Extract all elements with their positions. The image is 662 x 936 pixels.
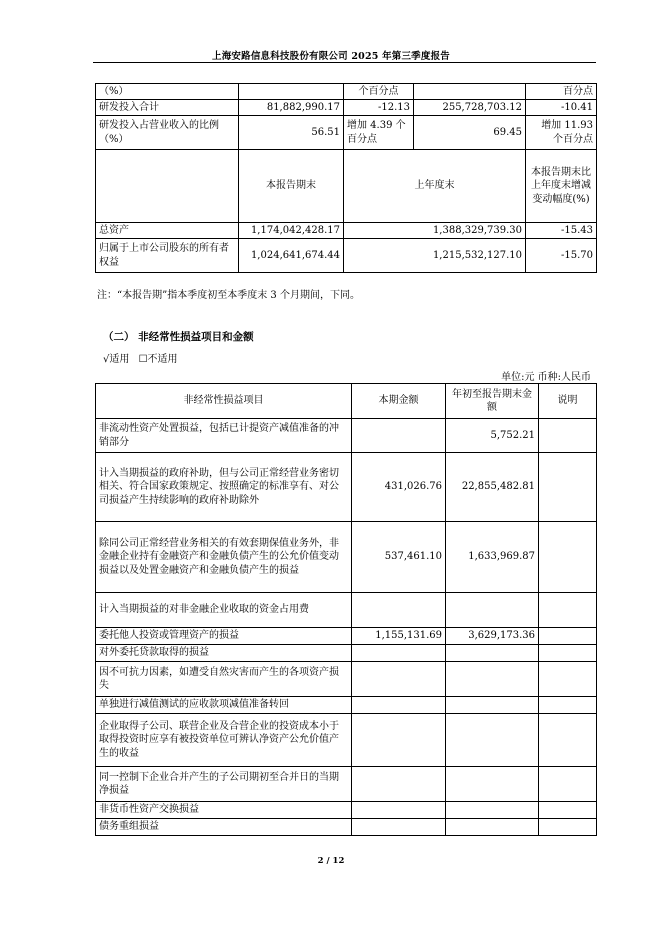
cell-period-end: 1,024,641,674.44 [239, 239, 344, 273]
currency-unit-label: 单位:元 币种:人民币 [501, 372, 591, 383]
item-label: 同一控制下企业合并产生的子公司期初至合并日的当期净损益 [96, 767, 352, 802]
cell-change: -15.43 [526, 223, 597, 239]
cell-current-change: -12.13 [344, 100, 414, 116]
row-label: 研发投入合计 [96, 100, 239, 116]
column-header-item: 非经常性损益项目 [96, 384, 352, 419]
item-label: 对外委托贷款取得的损益 [96, 645, 352, 662]
cell-ytd [446, 802, 539, 819]
page-number: 2 / 12 [317, 856, 345, 866]
cell-current [239, 84, 344, 100]
cell-ytd [446, 645, 539, 662]
cell-note [539, 802, 597, 819]
table-row [96, 223, 597, 239]
item-label: 单独进行减值测试的应收款项减值准备转回 [96, 697, 352, 714]
table-row [96, 819, 597, 836]
cell-last-year-end: 1,215,532,127.10 [344, 239, 526, 273]
cell-ytd: 1,633,969.87 [446, 522, 539, 593]
table-row [96, 645, 597, 662]
table-row [96, 522, 597, 593]
table-row [96, 697, 597, 714]
cell-current [352, 645, 446, 662]
not-applicable-label: 不适用 [147, 354, 178, 365]
cell-note [539, 419, 597, 453]
cell-note [539, 697, 597, 714]
check-mark-icon: √ [103, 354, 110, 365]
applicability-options [103, 350, 178, 365]
cell-current: 431,026.76 [352, 453, 446, 522]
table-row [96, 239, 597, 273]
item-label: 计入当期损益的对非金融企业收取的资金占用费 [96, 593, 352, 628]
table-header-row [96, 384, 597, 419]
cell-current: 56.51 [239, 116, 344, 150]
item-label: 委托他人投资或管理资产的损益 [96, 628, 352, 645]
cell-current: 1,155,131.69 [352, 628, 446, 645]
cell-current-change: 增加 4.39 个百分点 [344, 116, 414, 150]
item-label: 债务重组损益 [96, 819, 352, 836]
cell-current-change: 个百分点 [344, 84, 414, 100]
row-label: 研发投入占营业收入的比例（%） [96, 116, 239, 150]
cell-current [352, 714, 446, 767]
cell-ytd [446, 767, 539, 802]
table-row [96, 453, 597, 522]
cell-ytd [446, 819, 539, 836]
cell-note [539, 767, 597, 802]
cell-ytd: 3,629,173.36 [446, 628, 539, 645]
table-row [96, 419, 597, 453]
cell-ytd [446, 662, 539, 697]
table-row [96, 662, 597, 697]
cell-note [539, 453, 597, 522]
section-title: （二） 非经常性损益项目和金额 [103, 331, 254, 343]
cell-ytd-change: -10.41 [526, 100, 597, 116]
table-row [96, 84, 597, 100]
item-label: 非货币性资产交换损益 [96, 802, 352, 819]
cell-ytd: 255,728,703.12 [414, 100, 526, 116]
table-row [96, 593, 597, 628]
column-header-last-year-end: 上年度末 [344, 150, 526, 223]
cell-current [352, 697, 446, 714]
cell-note [539, 714, 597, 767]
item-label: 因不可抗力因素，如遭受自然灾害而产生的各项资产损失 [96, 662, 352, 697]
cell-note [539, 645, 597, 662]
cell-current: 81,882,990.17 [239, 100, 344, 116]
table-footnote: 注：“本报告期”指本季度初至本季度末 3 个月期间，下同。 [97, 290, 360, 301]
cell-ytd-change: 增加 11.93 个百分点 [526, 116, 597, 150]
column-header-note: 说明 [539, 384, 597, 419]
cell-current [352, 662, 446, 697]
table-row [96, 628, 597, 645]
cell-change: -15.70 [526, 239, 597, 273]
empty-header-cell [96, 150, 239, 223]
table-row [96, 116, 597, 150]
cell-ytd: 69.45 [414, 116, 526, 150]
cell-ytd [446, 714, 539, 767]
column-header-current: 本期金额 [352, 384, 446, 419]
column-header-ytd: 年初至报告期末金额 [446, 384, 539, 419]
cell-note [539, 593, 597, 628]
non-recurring-items-table [95, 383, 597, 836]
table-header-row [96, 150, 597, 223]
cell-current [352, 593, 446, 628]
financial-summary-table [95, 83, 597, 273]
cell-ytd [446, 593, 539, 628]
cell-note [539, 662, 597, 697]
cell-ytd [414, 84, 526, 100]
cell-current [352, 419, 446, 453]
item-label: 除同公司正常经营业务相关的有效套期保值业务外，非金融企业持有金融资产和金融负债产生的公允价值变动损益以及处置金融资产和金融负债产生的损益 [96, 522, 352, 593]
cell-current [352, 802, 446, 819]
column-header-change: 本报告期末比上年度末增减变动幅度(%) [526, 150, 597, 223]
item-label: 计入当期损益的政府补助，但与公司正常经营业务密切相关、符合国家政策规定、按照确定的标准享有、对公司损益产生持续影响的政府补助除外 [96, 453, 352, 522]
cell-note [539, 819, 597, 836]
cell-ytd: 22,855,482.81 [446, 453, 539, 522]
cell-current [352, 819, 446, 836]
cell-note [539, 522, 597, 593]
column-header-period-end: 本报告期末 [239, 150, 344, 223]
applicable-label: 适用 [109, 354, 130, 365]
cell-ytd: 5,752.21 [446, 419, 539, 453]
table-row [96, 767, 597, 802]
row-label: 归属于上市公司股东的所有者权益 [96, 239, 239, 273]
row-label: （%） [96, 84, 239, 100]
item-label: 企业取得子公司、联营企业及合营企业的投资成本小于取得投资时应享有被投资单位可辨认净资产公允价值产生的收益 [96, 714, 352, 767]
table-row [96, 714, 597, 767]
cell-last-year-end: 1,388,329,739.30 [344, 223, 526, 239]
cell-period-end: 1,174,042,428.17 [239, 223, 344, 239]
cell-current: 537,461.10 [352, 522, 446, 593]
item-label: 非流动性资产处置损益，包括已计提资产减值准备的冲销部分 [96, 419, 352, 453]
table-row [96, 100, 597, 116]
row-label: 总资产 [96, 223, 239, 239]
header-divider [93, 62, 596, 63]
cell-ytd [446, 697, 539, 714]
cell-note [539, 628, 597, 645]
table-row [96, 802, 597, 819]
checkbox-empty-icon: ☐ [138, 354, 148, 365]
cell-current [352, 767, 446, 802]
report-header-title: 上海安路信息科技股份有限公司 2025 年第三季度报告 [212, 51, 450, 62]
cell-ytd-change: 百分点 [526, 84, 597, 100]
